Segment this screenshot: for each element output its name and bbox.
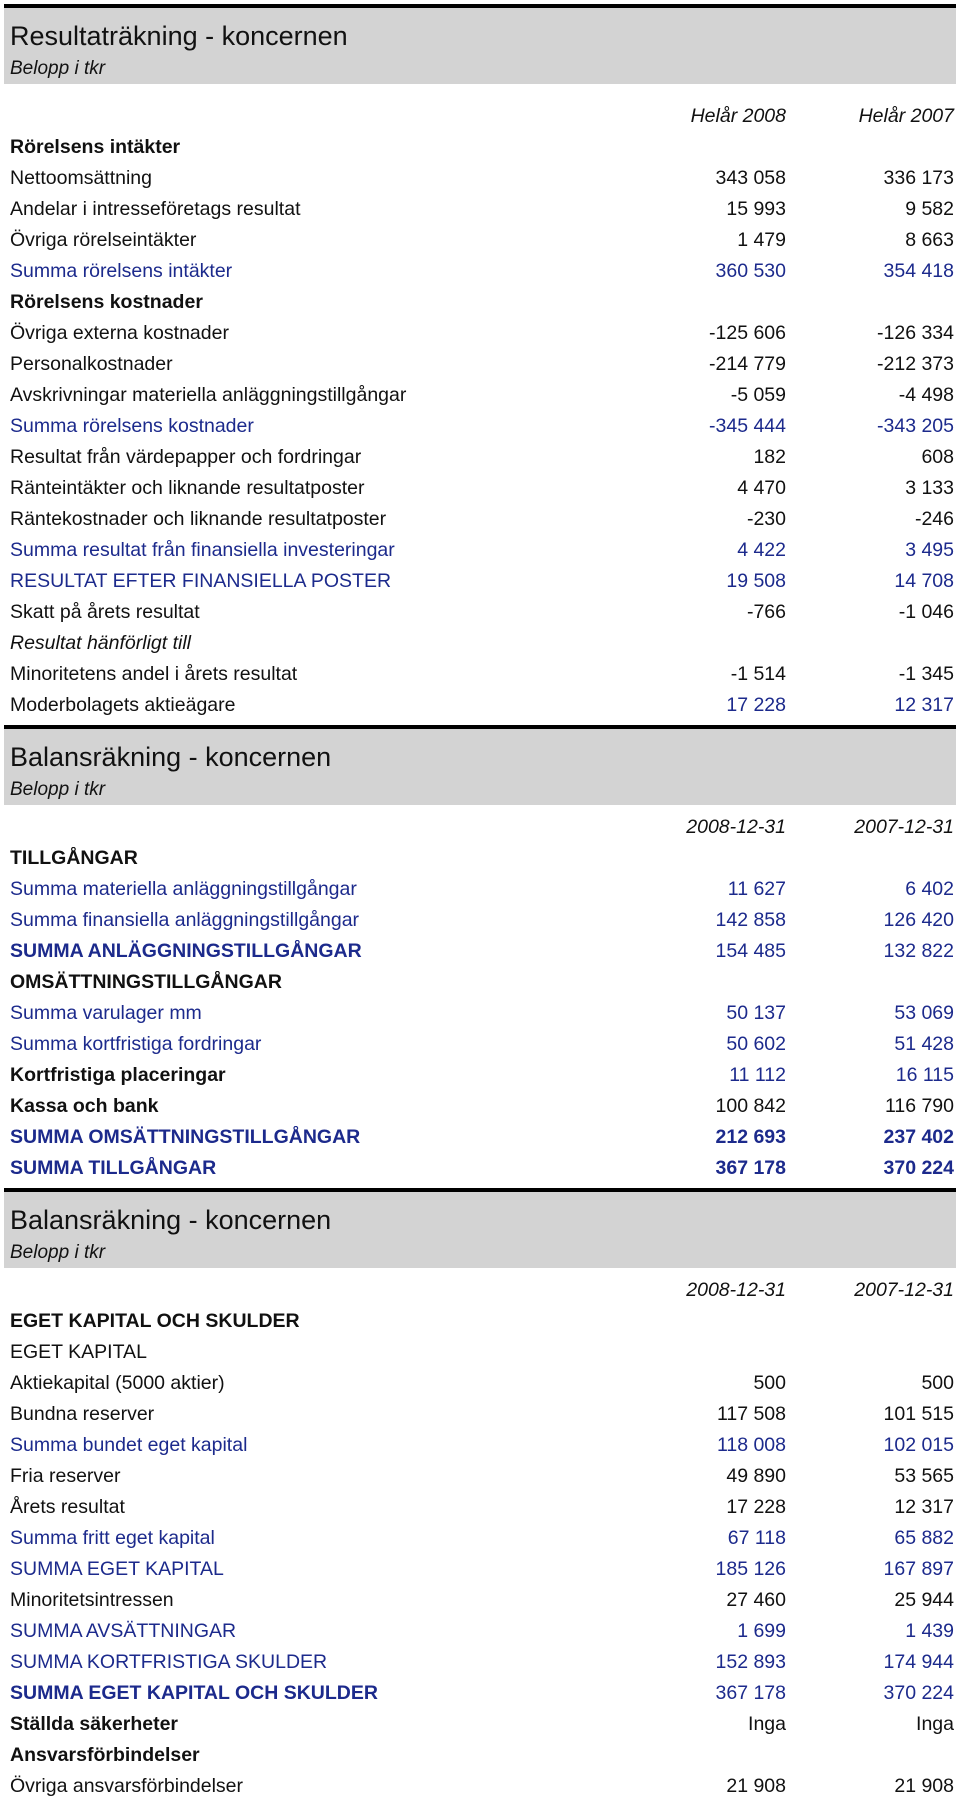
table-row [4, 874, 956, 905]
row-value-current: 152 893 [715, 1651, 786, 1673]
table-row [4, 132, 956, 163]
table-row [4, 1492, 956, 1523]
column-header-current: 2008-12-31 [686, 816, 786, 838]
row-label: Fria reserver [10, 1465, 121, 1487]
row-value-previous: -246 [914, 508, 954, 530]
statement-section [4, 1188, 956, 1802]
row-value-current: 100 842 [715, 1095, 786, 1117]
row-label: Resultat från värdepapper och fordringar [10, 446, 362, 468]
row-value-previous: 16 115 [895, 1064, 954, 1086]
section-title: Balansräkning - koncernen [10, 1205, 332, 1235]
row-value-previous: 500 [921, 1372, 954, 1394]
section-header [4, 1188, 956, 1268]
row-label: SUMMA KORTFRISTIGA SKULDER [10, 1651, 328, 1673]
row-value-current: 343 058 [715, 167, 786, 189]
table-row [4, 1306, 956, 1337]
table-row [4, 905, 956, 936]
table-row [4, 349, 956, 380]
table-row [4, 1368, 956, 1399]
row-value-previous: 51 428 [894, 1033, 954, 1055]
row-value-current: -125 606 [709, 322, 786, 344]
row-value-previous: 9 582 [905, 198, 954, 220]
table-row [4, 225, 956, 256]
table-row [4, 411, 956, 442]
table-row [4, 1523, 956, 1554]
row-label: Nettoomsättning [10, 167, 152, 189]
row-value-current: Inga [748, 1713, 786, 1735]
table-row [4, 659, 956, 690]
row-label: Kortfristiga placeringar [10, 1064, 226, 1086]
section-unit: Belopp i tkr [10, 779, 106, 800]
section-header [4, 725, 956, 805]
row-value-previous: 1 439 [905, 1620, 954, 1642]
row-value-previous: -4 498 [898, 384, 954, 406]
table-row [4, 318, 956, 349]
row-label: SUMMA TILLGÅNGAR [10, 1157, 217, 1179]
table-row [4, 380, 956, 411]
row-value-current: 27 460 [726, 1589, 786, 1611]
row-value-previous: 336 173 [883, 167, 954, 189]
table-row [4, 1616, 956, 1647]
row-value-current: 182 [753, 446, 786, 468]
row-value-current: 4 422 [737, 539, 786, 561]
report-sheet [4, 4, 956, 1802]
row-value-current: 1 699 [737, 1620, 786, 1642]
row-value-previous: Inga [916, 1713, 954, 1735]
row-value-previous: 14 708 [894, 570, 954, 592]
row-label: Övriga externa kostnader [10, 322, 229, 344]
table-row [4, 287, 956, 318]
table-row [4, 1461, 956, 1492]
row-label: Summa kortfristiga fordringar [10, 1033, 262, 1055]
row-label: EGET KAPITAL [10, 1341, 147, 1363]
table-row [4, 690, 956, 721]
row-label: Summa fritt eget kapital [10, 1527, 215, 1549]
row-value-previous: 25 944 [894, 1589, 954, 1611]
row-label: Summa rörelsens intäkter [10, 260, 233, 282]
row-value-current: 17 228 [726, 694, 786, 716]
table-row [4, 566, 956, 597]
table-row [4, 1337, 956, 1368]
row-label: Summa bundet eget kapital [10, 1434, 248, 1456]
row-value-current: 67 118 [727, 1527, 786, 1549]
column-header-current: Helår 2008 [690, 105, 786, 127]
row-value-current: 367 178 [715, 1157, 786, 1179]
row-value-current: 118 008 [716, 1434, 786, 1456]
row-label: EGET KAPITAL OCH SKULDER [10, 1310, 300, 1332]
row-value-previous: 608 [921, 446, 954, 468]
row-label: TILLGÅNGAR [10, 847, 138, 869]
column-header-row [4, 805, 956, 843]
row-value-current: 21 908 [726, 1775, 786, 1797]
table-row [4, 967, 956, 998]
row-value-current: -1 514 [730, 663, 786, 685]
row-value-previous: -343 205 [877, 415, 954, 437]
row-value-previous: 12 317 [894, 1496, 954, 1518]
row-value-previous: 237 402 [883, 1126, 954, 1148]
row-label: Summa resultat från finansiella investeringar [10, 539, 395, 561]
row-label: SUMMA EGET KAPITAL OCH SKULDER [10, 1682, 378, 1704]
table-row [4, 628, 956, 659]
table-row [4, 936, 956, 967]
row-value-previous: 3 495 [905, 539, 954, 561]
row-value-previous: 370 224 [883, 1682, 954, 1704]
column-header-previous: Helår 2007 [858, 105, 954, 127]
table-row [4, 1430, 956, 1461]
row-value-current: 4 470 [737, 477, 786, 499]
section-unit: Belopp i tkr [10, 58, 106, 79]
row-value-current: 49 890 [726, 1465, 786, 1487]
column-header-previous: 2007-12-31 [854, 816, 954, 838]
row-value-current: 50 137 [726, 1002, 786, 1024]
row-value-current: 15 993 [726, 198, 786, 220]
row-value-previous: 174 944 [883, 1651, 954, 1673]
row-value-current: 11 627 [727, 878, 786, 900]
row-value-current: 17 228 [726, 1496, 786, 1518]
row-value-current: 360 530 [715, 260, 786, 282]
row-label: Summa varulager mm [10, 1002, 202, 1024]
row-label: Övriga ansvarsförbindelser [10, 1775, 244, 1797]
table-row [4, 1029, 956, 1060]
row-label: Andelar i intresseföretags resultat [10, 198, 301, 220]
column-header-row [4, 84, 956, 132]
table-row [4, 1771, 956, 1802]
row-label: Minoritetens andel i årets resultat [10, 663, 298, 685]
row-value-current: 154 485 [715, 940, 786, 962]
row-value-current: 50 602 [726, 1033, 786, 1055]
row-value-current: 142 858 [715, 909, 786, 931]
sections-container [4, 4, 956, 1802]
row-value-previous: 116 790 [884, 1095, 954, 1117]
row-value-current: 367 178 [715, 1682, 786, 1704]
table-row [4, 473, 956, 504]
table-row [4, 194, 956, 225]
row-value-current: 117 508 [716, 1403, 786, 1425]
table-row [4, 1153, 956, 1184]
row-value-previous: 3 133 [905, 477, 954, 499]
row-value-previous: 370 224 [883, 1157, 954, 1179]
row-label: Övriga rörelseintäkter [10, 229, 197, 251]
row-label: Bundna reserver [10, 1403, 155, 1425]
row-value-current: 1 479 [737, 229, 786, 251]
row-value-previous: 132 822 [883, 940, 954, 962]
row-value-current: 212 693 [715, 1126, 786, 1148]
table-row [4, 535, 956, 566]
row-value-current: -230 [746, 508, 786, 530]
row-value-current: 185 126 [715, 1558, 786, 1580]
row-value-previous: -212 373 [877, 353, 954, 375]
row-label: OMSÄTTNINGSTILLGÅNGAR [10, 971, 282, 993]
table-row [4, 1122, 956, 1153]
column-header-row [4, 1268, 956, 1306]
row-value-current: -5 059 [730, 384, 786, 406]
row-value-previous: 354 418 [883, 260, 954, 282]
table-row [4, 256, 956, 287]
row-label: Summa rörelsens kostnader [10, 415, 254, 437]
row-label: Ränteintäkter och liknande resultatposter [10, 477, 365, 499]
row-label: Rörelsens kostnader [10, 291, 203, 313]
row-value-previous: 6 402 [905, 878, 954, 900]
table-row [4, 998, 956, 1029]
row-label: Kassa och bank [10, 1095, 159, 1117]
table-row [4, 1399, 956, 1430]
row-value-previous: 102 015 [883, 1434, 954, 1456]
row-label: SUMMA OMSÄTTNINGSTILLGÅNGAR [10, 1126, 361, 1148]
table-row [4, 163, 956, 194]
row-label: Skatt på årets resultat [10, 601, 200, 623]
table-row [4, 1647, 956, 1678]
row-value-previous: 101 515 [883, 1403, 954, 1425]
row-value-current: -214 779 [709, 353, 786, 375]
row-label: Summa materiella anläggningstillgångar [10, 878, 357, 900]
row-value-current: -766 [746, 601, 786, 623]
row-value-current: -345 444 [709, 415, 786, 437]
row-label: Resultat hänförligt till [10, 632, 192, 654]
row-value-current: 11 112 [729, 1064, 786, 1086]
row-value-previous: 53 069 [894, 1002, 954, 1024]
row-value-previous: 126 420 [883, 909, 954, 931]
row-value-previous: 167 897 [883, 1558, 954, 1580]
row-label: Räntekostnader och liknande resultatposter [10, 508, 387, 530]
row-value-previous: 65 882 [894, 1527, 954, 1549]
row-label: SUMMA ANLÄGGNINGSTILLGÅNGAR [10, 940, 362, 962]
row-value-current: 500 [753, 1372, 786, 1394]
table-row [4, 597, 956, 628]
row-label: Avskrivningar materiella anläggningstillgångar [10, 384, 407, 406]
row-value-previous: -1 046 [898, 601, 954, 623]
table-row [4, 1709, 956, 1740]
row-label: SUMMA AVSÄTTNINGAR [10, 1620, 237, 1642]
row-label: Summa finansiella anläggningstillgångar [10, 909, 360, 931]
column-header-current: 2008-12-31 [686, 1279, 786, 1301]
row-label: Rörelsens intäkter [10, 136, 181, 158]
table-row [4, 1060, 956, 1091]
section-title: Resultaträkning - koncernen [10, 21, 348, 51]
table-row [4, 1740, 956, 1771]
row-label: Ansvarsförbindelser [10, 1744, 200, 1766]
table-row [4, 504, 956, 535]
table-row [4, 1585, 956, 1616]
row-label: Moderbolagets aktieägare [10, 694, 236, 716]
table-row [4, 1091, 956, 1122]
row-value-previous: 8 663 [905, 229, 954, 251]
row-value-current: 19 508 [726, 570, 786, 592]
section-title: Balansräkning - koncernen [10, 742, 332, 772]
table-row [4, 1678, 956, 1709]
row-label: Årets resultat [10, 1496, 125, 1518]
row-value-previous: 21 908 [894, 1775, 954, 1797]
statement-section [4, 725, 956, 1184]
statement-section [4, 4, 956, 721]
row-value-previous: 12 317 [894, 694, 954, 716]
table-row [4, 442, 956, 473]
row-value-previous: -1 345 [898, 663, 954, 685]
table-row [4, 1554, 956, 1585]
row-value-previous: 53 565 [894, 1465, 954, 1487]
row-value-previous: -126 334 [877, 322, 954, 344]
row-label: Ställda säkerheter [10, 1713, 179, 1735]
section-header [4, 4, 956, 84]
row-label: Minoritetsintressen [10, 1589, 174, 1611]
row-label: RESULTAT EFTER FINANSIELLA POSTER [10, 570, 392, 592]
table-row [4, 843, 956, 874]
row-label: SUMMA EGET KAPITAL [10, 1558, 224, 1580]
row-label: Personalkostnader [10, 353, 173, 375]
section-unit: Belopp i tkr [10, 1242, 106, 1263]
column-header-previous: 2007-12-31 [854, 1279, 954, 1301]
row-label: Aktiekapital (5000 aktier) [10, 1372, 225, 1394]
